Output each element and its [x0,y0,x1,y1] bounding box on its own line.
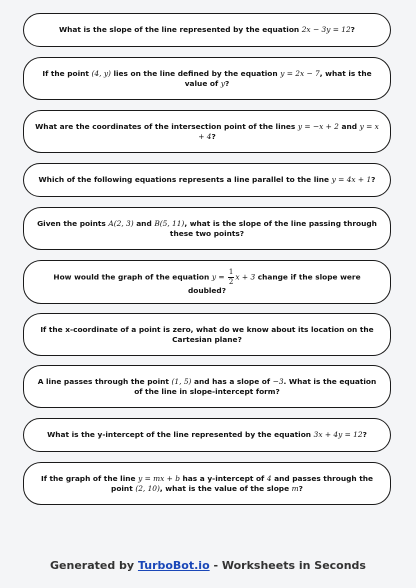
question-card-6 [23,260,391,304]
question-text-segment: ? [362,430,367,439]
question-text [34,69,380,89]
math-expression: y = x + 4 [198,121,379,141]
question-text-segment: ? [371,175,376,184]
fraction-numerator: 1 [228,267,234,276]
math-expression: (1, 5) [171,376,192,386]
math-expression: B(5, 11) [154,218,185,228]
question-text-segment: ? [298,483,303,493]
question-text-segment: and passes through the point [111,473,374,493]
question-text-segment: If the x-coordinate of a point is zero, what do we know about its location on the Cartesian plane? [40,324,374,344]
question-text-segment: How would the graph of the equation [53,272,212,281]
footer [0,559,416,572]
question-text [34,325,380,345]
question-card-8 [23,365,391,408]
math-expression: 2x − 3y = 12 [301,25,351,34]
question-card-2 [23,57,391,100]
question-text [59,25,355,35]
question-card-5 [23,207,391,250]
question-text-segment: ? [350,25,355,34]
math-expression: 4 [266,473,272,483]
question-text-segment: Which of the following equations represents a line parallel to the line [38,175,332,184]
question-text-segment: lies on the line defined by the equation [110,68,281,78]
question-text [34,122,380,142]
question-card-4 [23,163,391,197]
question-text-segment: , what is the slope of the line passing through these two points? [169,218,377,238]
math-expression: 3x + 4y = 12 [313,430,363,439]
question-text-segment: If the point [42,68,92,78]
question-text [34,377,380,397]
question-text-segment: has a y-intercept of [179,473,267,483]
question-text-segment: , what is the value of [184,68,372,88]
fraction-denominator: 2 [228,277,234,286]
question-text [34,219,380,239]
question-text-segment: and [133,218,155,228]
question-text-segment: ? [224,78,230,88]
question-text-segment: What is the y-intercept of the line represented by the equation [47,430,314,439]
question-text-segment: ? [211,131,216,141]
question-card-1 [23,13,391,47]
question-text [39,175,376,185]
question-text-segment: If the graph of the line [40,473,139,483]
question-text-segment: What is the slope of the line represented by the equation [59,25,302,34]
question-card-3 [23,110,391,153]
math-expression: m [291,483,299,493]
math-expression: y = mx + b [138,473,180,483]
question-text-segment: change if the slope were doubled? [187,272,361,295]
math-expression: y = 2x − 7 [280,68,320,78]
question-text-segment: . What is the equation of the line in slope-intercept form? [134,376,377,396]
turbobot-link[interactable]: TurboBot.io [137,559,210,572]
question-text-segment: and [338,121,360,131]
math-expression: y [220,78,225,88]
math-expression: x + 3 [235,272,256,281]
question-text [47,430,367,440]
question-card-9 [23,418,391,452]
math-expression: y = [211,272,227,281]
math-expression: −3 [272,376,284,386]
question-text-segment: Given the points [37,218,109,228]
math-expression: (4, y) [91,68,111,78]
math-expression: y = −x + 2 [297,121,339,131]
question-text [34,474,380,494]
footer-suffix: - Worksheets in Seconds [209,559,366,572]
fraction [228,269,234,286]
question-text [34,269,380,296]
math-expression: (2, 10) [135,483,160,493]
question-text-segment: A line passes through the point [37,376,172,386]
question-text-segment: What are the coordinates of the intersection point of the lines [35,121,298,131]
math-expression: A(2, 3) [108,218,134,228]
question-card-10 [23,462,391,505]
question-text-segment: , what is the value of the slope [159,483,292,493]
question-card-7 [23,313,391,356]
footer-prefix: Generated by [50,559,138,572]
math-expression: y = 4x + 1 [331,175,372,184]
question-text-segment: and has a slope of [191,376,273,386]
